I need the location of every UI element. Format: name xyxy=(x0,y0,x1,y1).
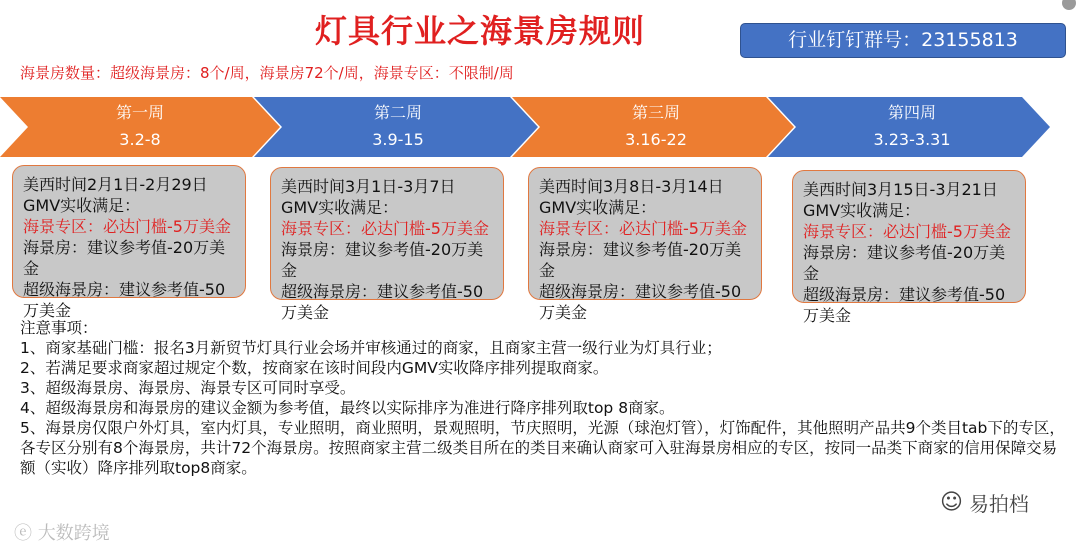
card-super-room-threshold: 超级海景房：建议参考值-50万美金 xyxy=(539,282,742,322)
card-period: 美西时间3月8日-3月14日 xyxy=(539,177,724,196)
watermark-left: ⓔ 大数跨境 xyxy=(14,523,110,544)
page-title: 灯具行业之海景房规则 xyxy=(314,12,645,50)
note-item: 1、商家基础门槛：报名3月新贸节灯具行业会场并审核通过的商家，且商家主营一级行业为灯具行业； xyxy=(20,339,722,357)
notes-heading: 注意事项： xyxy=(20,319,98,337)
card-super-room-threshold: 超级海景房：建议参考值-50万美金 xyxy=(803,285,1006,325)
card-room-threshold: 海景房：建议参考值-20万美金 xyxy=(539,240,742,280)
card-gmv-label: GMV实收满足： xyxy=(281,198,399,217)
week-3-dates: 3.16-22 xyxy=(625,130,687,149)
notes-section xyxy=(20,318,1065,478)
wechat-icon: ☺ xyxy=(940,490,963,515)
week-2-card xyxy=(270,167,504,322)
card-super-room-threshold: 超级海景房：建议参考值-50万美金 xyxy=(281,282,484,322)
card-period: 美西时间2月1日-2月29日 xyxy=(23,175,208,194)
week-3-name: 第三周 xyxy=(631,103,680,122)
card-period: 美西时间3月15日-3月21日 xyxy=(803,180,998,199)
card-zone-threshold: 海景专区：必达门槛-5万美金 xyxy=(539,219,747,238)
card-gmv-label: GMV实收满足： xyxy=(23,196,141,215)
week-1-dates: 3.2-8 xyxy=(119,130,161,149)
week-4-name: 第四周 xyxy=(887,103,936,122)
dingtalk-group-badge: 行业钉钉群号：23155813 xyxy=(740,23,1066,58)
card-room-threshold: 海景房：建议参考值-20万美金 xyxy=(281,240,484,280)
card-zone-threshold: 海景专区：必达门槛-5万美金 xyxy=(281,219,489,238)
week-2-name: 第二周 xyxy=(373,103,422,122)
week-4-card xyxy=(792,170,1026,325)
card-zone-threshold: 海景专区：必达门槛-5万美金 xyxy=(803,222,1011,241)
week-3-card xyxy=(528,167,762,322)
week-4-dates: 3.23-3.31 xyxy=(873,130,951,149)
note-item: 2、若满足要求商家超过规定个数，按商家在该时间段内GMV实收降序排列提取商家。 xyxy=(20,359,609,377)
card-room-threshold: 海景房：建议参考值-20万美金 xyxy=(23,238,226,278)
card-zone-threshold: 海景专区：必达门槛-5万美金 xyxy=(23,217,231,236)
note-item: 4、超级海景房和海景房的建议金额为参考值，最终以实际排序为准进行降序排列取top 8商家。 xyxy=(20,399,675,417)
note-item: 3、超级海景房、海景房、海景专区可同时享受。 xyxy=(20,379,356,397)
week-1-card xyxy=(12,165,246,320)
note-item: 5、海景房仅限户外灯具，室内灯具，专业照明，商业照明，景观照明，节庆照明，光源（球泡灯管），灯饰配件，其他照明产品共9个类目tab下的专区，各专区分别有8个海景房，共计72个海景房。按照商家主营二级类目所在的类目来确认商家可入驻海景房相应的专区，按同一品类下商家的信用保障交易额（实收）降序排列取top8商家。 xyxy=(20,419,1065,477)
quota-text: 海景房数量：超级海景房：8个/周，海景房72个/周，海景专区：不限制/周 xyxy=(20,64,514,82)
corner-dot xyxy=(1062,0,1076,10)
watermark-right: ☺ 易拍档 xyxy=(940,490,1029,516)
weibo-icon: ⓔ xyxy=(14,523,38,544)
week-1-name: 第一周 xyxy=(115,103,164,122)
card-super-room-threshold: 超级海景房：建议参考值-50万美金 xyxy=(23,280,226,320)
card-room-threshold: 海景房：建议参考值-20万美金 xyxy=(803,243,1006,283)
card-gmv-label: GMV实收满足： xyxy=(803,201,921,220)
week-2-dates: 3.9-15 xyxy=(372,130,424,149)
card-period: 美西时间3月1日-3月7日 xyxy=(281,177,456,196)
card-gmv-label: GMV实收满足： xyxy=(539,198,657,217)
